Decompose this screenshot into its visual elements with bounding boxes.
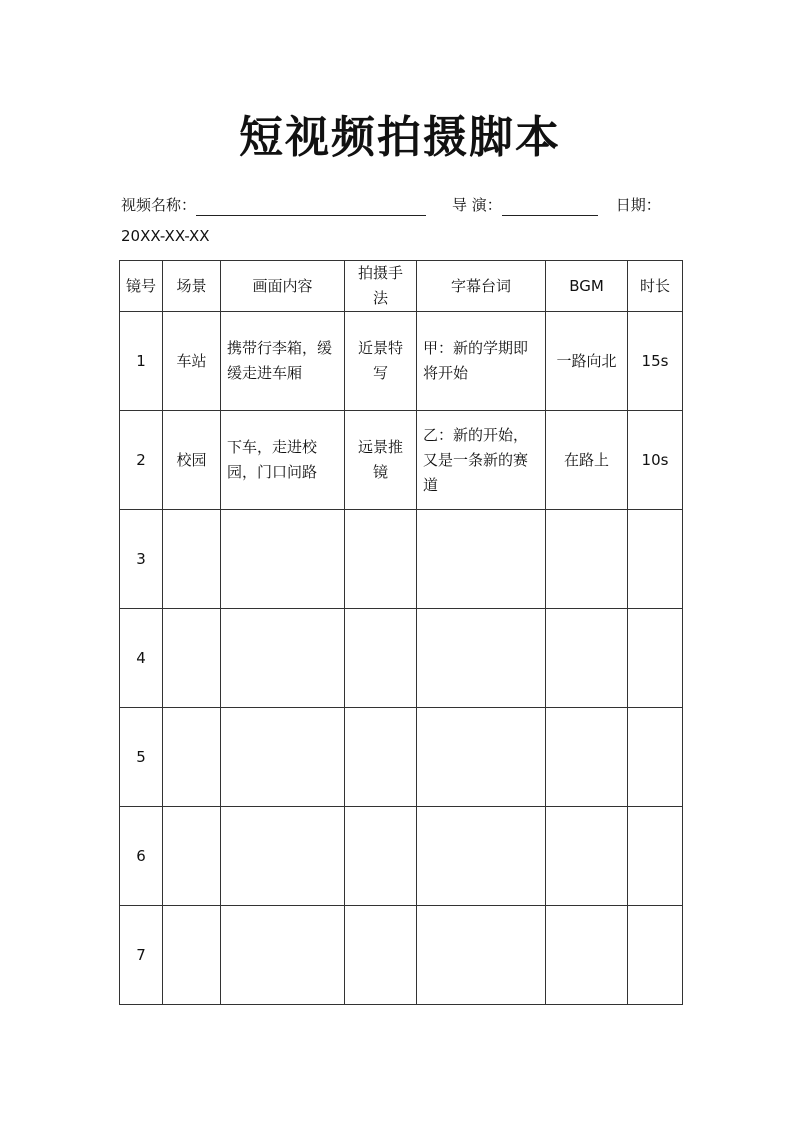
date-label: 日期： (615, 196, 661, 214)
cell-duration[interactable]: 15s (628, 312, 683, 411)
cell-content[interactable] (221, 807, 345, 906)
header-shot-number: 镜号 (120, 261, 163, 312)
cell-technique[interactable]: 近景特写 (345, 312, 417, 411)
header-row (120, 261, 683, 312)
cell-bgm[interactable] (546, 906, 628, 1005)
cell-bgm[interactable]: 在路上 (546, 411, 628, 510)
table-row (120, 906, 683, 1005)
cell-duration[interactable] (628, 708, 683, 807)
header-content: 画面内容 (221, 261, 345, 312)
cell-technique[interactable] (345, 906, 417, 1005)
director-label: 导 演： (452, 196, 502, 214)
table-row (120, 609, 683, 708)
cell-technique[interactable] (345, 807, 417, 906)
cell-content[interactable] (221, 906, 345, 1005)
cell-content[interactable] (221, 708, 345, 807)
cell-duration[interactable] (628, 609, 683, 708)
cell-content[interactable]: 携带行李箱，缓缓走进车厢 (221, 312, 345, 411)
cell-subtitles[interactable]: 甲：新的学期即将开始 (417, 312, 546, 411)
header-technique: 拍摄手法 (345, 261, 417, 312)
table-row (120, 411, 683, 510)
header-scene: 场景 (163, 261, 221, 312)
header-subtitles: 字幕台词 (417, 261, 546, 312)
cell-shot-number[interactable]: 7 (120, 906, 163, 1005)
cell-subtitles[interactable] (417, 708, 546, 807)
script-table (119, 260, 683, 1005)
table-row (120, 312, 683, 411)
cell-scene[interactable]: 车站 (163, 312, 221, 411)
cell-bgm[interactable] (546, 609, 628, 708)
header-bgm: BGM (546, 261, 628, 312)
cell-bgm[interactable] (546, 510, 628, 609)
cell-scene[interactable] (163, 906, 221, 1005)
cell-shot-number[interactable]: 5 (120, 708, 163, 807)
table-row (120, 708, 683, 807)
cell-shot-number[interactable]: 3 (120, 510, 163, 609)
cell-technique[interactable] (345, 510, 417, 609)
cell-duration[interactable]: 10s (628, 411, 683, 510)
cell-subtitles[interactable] (417, 510, 546, 609)
cell-duration[interactable] (628, 906, 683, 1005)
cell-subtitles[interactable] (417, 807, 546, 906)
cell-shot-number[interactable]: 6 (120, 807, 163, 906)
cell-technique[interactable] (345, 609, 417, 708)
cell-duration[interactable] (628, 807, 683, 906)
meta-row (121, 194, 681, 216)
cell-scene[interactable] (163, 510, 221, 609)
cell-shot-number[interactable]: 1 (120, 312, 163, 411)
date-value[interactable]: 20XX-XX-XX (121, 227, 210, 245)
cell-shot-number[interactable]: 4 (120, 609, 163, 708)
cell-bgm[interactable] (546, 807, 628, 906)
cell-scene[interactable] (163, 807, 221, 906)
cell-content[interactable] (221, 609, 345, 708)
cell-shot-number[interactable]: 2 (120, 411, 163, 510)
cell-subtitles[interactable] (417, 609, 546, 708)
cell-duration[interactable] (628, 510, 683, 609)
cell-technique[interactable] (345, 708, 417, 807)
cell-subtitles[interactable] (417, 906, 546, 1005)
cell-scene[interactable]: 校园 (163, 411, 221, 510)
table-row (120, 807, 683, 906)
header-duration: 时长 (628, 261, 683, 312)
page-title: 短视频拍摄脚本 (239, 112, 561, 163)
cell-content[interactable] (221, 510, 345, 609)
cell-bgm[interactable] (546, 708, 628, 807)
cell-bgm[interactable]: 一路向北 (546, 312, 628, 411)
director-field[interactable] (502, 197, 598, 216)
video-name-field[interactable] (196, 197, 426, 216)
cell-technique[interactable]: 远景推镜 (345, 411, 417, 510)
cell-scene[interactable] (163, 609, 221, 708)
cell-subtitles[interactable]: 乙：新的开始，又是一条新的赛道 (417, 411, 546, 510)
cell-scene[interactable] (163, 708, 221, 807)
table-row (120, 510, 683, 609)
cell-content[interactable]: 下车，走进校园，门口问路 (221, 411, 345, 510)
video-name-label: 视频名称： (121, 196, 197, 214)
